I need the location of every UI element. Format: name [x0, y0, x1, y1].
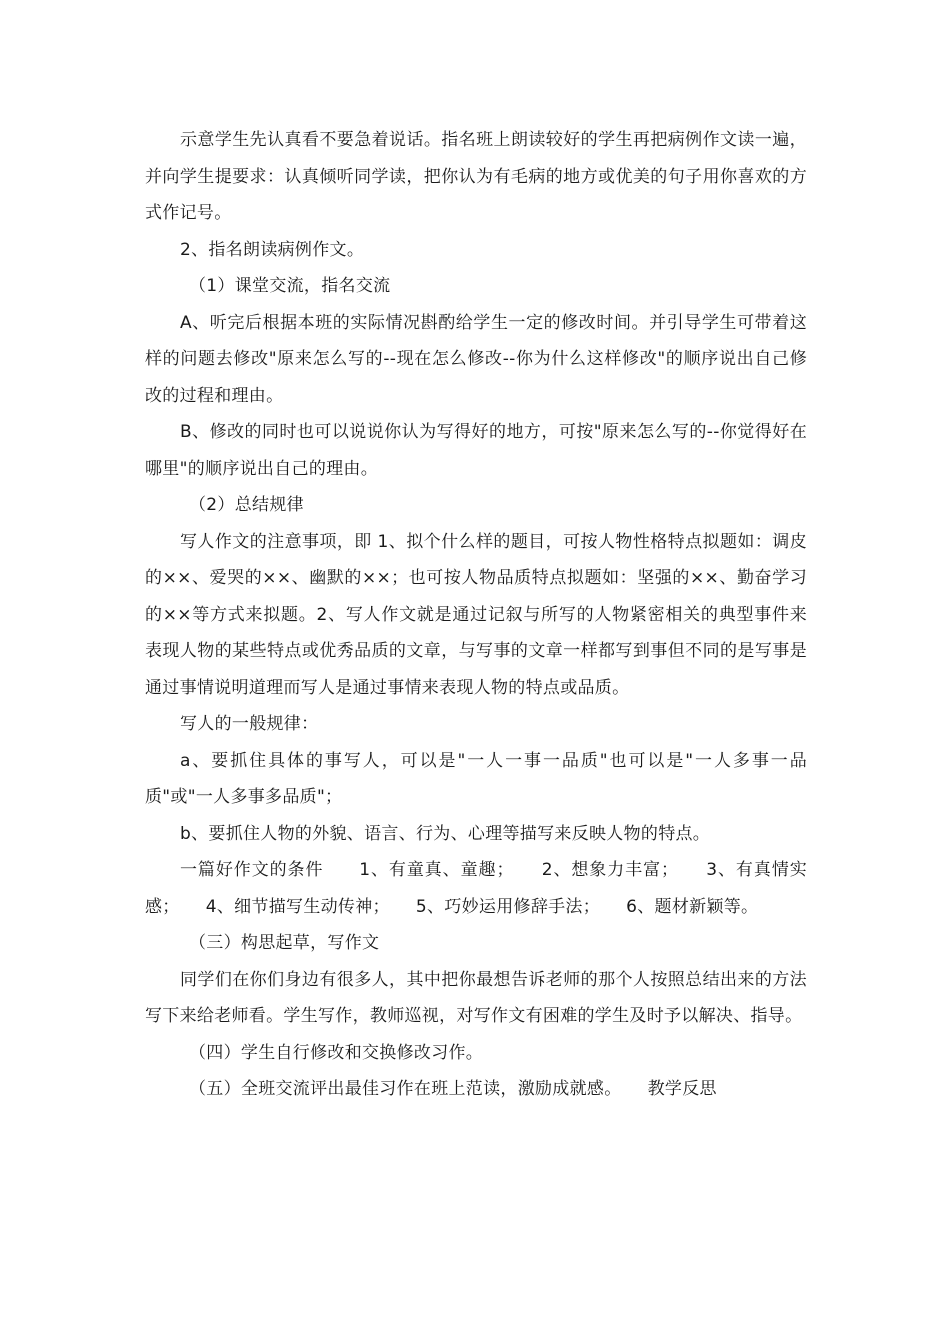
paragraph-writing-notes: 写人作文的注意事项，即 1、拟个什么样的题目，可按人物性格特点拟题如：调皮的××、爱哭的××、幽默的××；也可按人物品质特点拟题如：坚强的××、勤奋学习的××等方式来拟题。2、写人作文就是通过记叙与所写的人物紧密相关的典型事件来表现人物的某些特点或优秀品质的文章，与写事的文章一样都写到事但不同的是写事是通过事情说明道理而写人是通过事情来表现人物的特点或品质。: [145, 531, 807, 698]
paragraph-section-3-body: 同学们在你们身边有很多人，其中把你最想告诉老师的那个人按照总结出来的方法写下来给老师看。学生写作，教师巡视，对写作文有困难的学生及时予以解决、指导。: [145, 969, 807, 1026]
paragraph-general-rules-heading: 写人的一般规律：: [180, 714, 319, 734]
paragraph-step-2: 2、指名朗读病例作文。: [180, 239, 365, 260]
paragraph-section-4-heading: （四）学生自行修改和交换修改习作。: [189, 1042, 484, 1063]
paragraph-section-3-heading: （三）构思起草，写作文: [189, 933, 380, 953]
document-body: [145, 122, 807, 1108]
paragraph-point-b: B、修改的同时也可以说说你认为写得好的地方，可按"原来怎么写的--你觉得好在哪里"的顺序说出自己的理由。: [145, 422, 807, 479]
paragraph-section-5-heading: （五）全班交流评出最佳习作在班上范读，激励成就感。 教学反思: [189, 1079, 717, 1099]
paragraph-good-essay-conditions: 一篇好作文的条件 1、有童真、童趣； 2、想象力丰富； 3、有真情实感； 4、细节描写生动传神； 5、巧妙运用修辞手法； 6、题材新颖等。: [145, 860, 807, 917]
paragraph-intro: 示意学生先认真看不要急着说话。指名班上朗读较好的学生再把病例作文读一遍，并向学生提要求：认真倾听同学读，把你认为有毛病的地方或优美的句子用你喜欢的方式作记号。: [145, 130, 807, 223]
paragraph-point-a: A、听完后根据本班的实际情况斟酌给学生一定的修改时间。并引导学生可带着这样的问题去修改"原来怎么写的--现在怎么修改--你为什么这样修改"的顺序说出自己修改的过程和理由。: [145, 312, 807, 406]
paragraph-rule-b: b、要抓住人物的外貌、语言、行为、心理等描写来反映人物的特点。: [180, 823, 711, 844]
paragraph-rule-a: a、要抓住具体的事写人，可以是"一人一事一品质"也可以是"一人多事一品质"或"一人多事多品质"；: [145, 750, 807, 807]
paragraph-classroom-exchange: （1）课堂交流，指名交流: [189, 276, 391, 296]
paragraph-summary-heading: （2）总结规律: [189, 495, 304, 515]
